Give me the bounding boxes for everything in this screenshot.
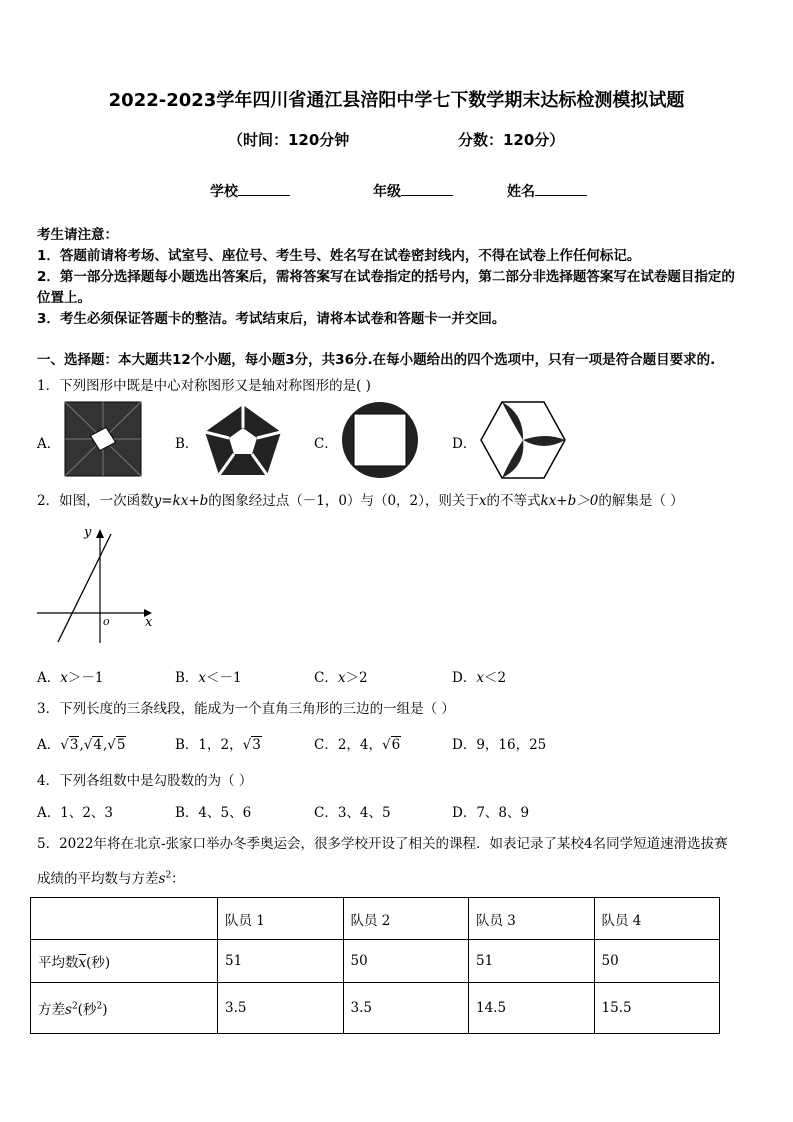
option-label: B． <box>175 670 199 686</box>
notes-heading: 考生请注意： <box>37 227 118 243</box>
table-cell: 50 <box>594 940 720 983</box>
school-label: 学校 <box>210 184 238 200</box>
table-header-row <box>31 898 720 940</box>
name-label: 姓名 <box>507 184 535 200</box>
table-cell: 3.5 <box>343 983 469 1034</box>
school-field <box>210 181 290 201</box>
table-row-mean <box>31 940 720 983</box>
table-cell: 51 <box>218 940 344 983</box>
mean-symbol: $\overline{x}$ <box>78 955 87 971</box>
q2-function: y=kx+b <box>153 493 209 509</box>
radicand: 3 <box>252 737 261 753</box>
q2-option-c <box>314 666 368 686</box>
q5-stem: 5．2022年将在北京-张家口举办冬季奥运会，很多学校开设了相关的课程．如表记录了某校4名同学短道速滑选拔赛 <box>37 836 728 852</box>
school-blank <box>238 181 290 196</box>
grade-label: 年级 <box>373 184 401 200</box>
option-rel: ＞2 <box>345 670 368 686</box>
option-rel: ＞－1 <box>67 670 104 686</box>
q1-option-a-label: A． <box>37 436 61 452</box>
q3-option-a: A．√3,√4,√5 <box>37 737 126 753</box>
q2-stem <box>37 489 684 509</box>
q5-stem-part: ： <box>171 871 185 887</box>
separator: , <box>79 737 84 753</box>
variance-label <box>31 983 218 1034</box>
q4-option-d: D．7、8、9 <box>452 805 530 821</box>
q1-option-c-label: C． <box>314 436 338 452</box>
variance-label-text: 方差 <box>38 1002 65 1018</box>
exam-score: 分数：120分） <box>458 131 565 149</box>
q1-stem: 1．下列图形中既是中心对称图形又是轴对称图形的是( ) <box>37 378 371 394</box>
grade-blank <box>401 181 453 196</box>
table-cell: 50 <box>343 940 469 983</box>
grade-field <box>373 181 453 201</box>
option-var: x <box>198 670 207 686</box>
option-label: A． <box>37 737 61 753</box>
table-row-variance <box>31 983 720 1034</box>
radicand: 4 <box>93 737 102 753</box>
q2-option-b <box>175 666 242 686</box>
q2-inequality: kx+b＞0 <box>540 493 599 509</box>
section-1-heading: 一、选择题：本大题共12个小题，每小题3分，共36分.在每小题给出的四个选项中，只有一项是符合题目要求的. <box>37 352 716 368</box>
note-3: 3．考生必须保证答题卡的整洁。考试结束后，请将本试卷和答题卡一并交回。 <box>37 311 506 327</box>
exam-time: （时间：120分钟 <box>228 131 350 149</box>
q4-option-b: B．4、5、6 <box>175 805 252 821</box>
option-label: B．1，2， <box>175 737 243 753</box>
q4-option-a: A．1、2、3 <box>37 805 114 821</box>
separator: , <box>102 737 108 753</box>
y-axis-label: y <box>84 525 92 540</box>
table-header-cell: 队员 3 <box>469 898 595 940</box>
variance-unit-close: ) <box>102 1002 108 1018</box>
mean-label-text: 平均数 <box>38 955 79 971</box>
note-1: 1．答题前请将考场、试室号、座位号、考生号、姓名写在试卷密封线内，不得在试卷上作任何标记。 <box>37 248 641 264</box>
q4-option-c: C．3、4、5 <box>314 805 391 821</box>
q2-option-a <box>37 666 103 686</box>
q3-stem: 3．下列长度的三条线段，能成为一个直角三角形的三边的一组是（ ） <box>37 701 455 717</box>
table-header-cell <box>31 898 218 940</box>
superscript: 2 <box>71 1001 78 1012</box>
option-label: C．2，4， <box>314 737 383 753</box>
q2-stem-part: 2．如图，一次函数 <box>37 493 154 509</box>
note-2: 2．第一部分选择题每小题选出答案后，需将答案写在试卷指定的括号内，第二部分非选择题答案写在试卷题目指定的 <box>37 269 735 285</box>
option-var: x <box>476 670 484 686</box>
table-header-cell: 队员 2 <box>343 898 469 940</box>
q2-stem-part: 的解集是（ ） <box>598 493 684 509</box>
radicand: 5 <box>116 737 126 753</box>
q4-stem: 4．下列各组数中是勾股数的为（ ） <box>37 773 253 789</box>
table-cell: 51 <box>469 940 595 983</box>
q2-variable: x <box>478 493 487 509</box>
q2-graph <box>34 520 164 650</box>
q3-option-c: C．2，4，√6 <box>314 737 401 753</box>
table-header-cell: 队员 1 <box>218 898 344 940</box>
option-var: x <box>60 670 68 686</box>
q1-figure-c <box>340 400 420 480</box>
variance-unit: (秒 <box>77 1002 97 1018</box>
name-blank <box>535 181 587 196</box>
q1-option-d-label: D． <box>452 436 477 452</box>
table-cell: 15.5 <box>594 983 720 1034</box>
superscript: 2 <box>96 1001 103 1012</box>
scores-table <box>30 897 720 1034</box>
q1-figure-b <box>201 402 285 478</box>
q2-stem-part: 的图象经过点（－1，0）与（0，2），则关于 <box>208 493 479 509</box>
q2-stem-part: 的不等式 <box>486 493 541 509</box>
x-axis-label: x <box>145 615 153 630</box>
option-label: A． <box>37 670 61 686</box>
radicand: 3 <box>69 737 79 753</box>
q5-stem-cont <box>37 867 185 887</box>
option-label: C． <box>314 670 338 686</box>
radicand: 6 <box>391 737 401 753</box>
table-header-cell: 队员 4 <box>594 898 720 940</box>
q1-option-b-label: B． <box>175 436 199 452</box>
q3-option-b: B．1，2，√3 <box>175 737 261 753</box>
variance-symbol: s <box>65 1002 72 1018</box>
origin-label: o <box>103 615 110 628</box>
table-cell: 3.5 <box>218 983 344 1034</box>
option-var: x <box>337 670 346 686</box>
mean-label <box>31 940 218 983</box>
q1-figure-d <box>480 400 566 480</box>
q5-stem-part: 成绩的平均数与方差 <box>37 871 159 887</box>
q1-figure-a <box>64 401 142 477</box>
note-2-cont: 位置上。 <box>37 290 91 306</box>
y-axis-arrow-icon <box>96 529 104 538</box>
q2-option-d <box>452 666 506 686</box>
option-rel: ＜－1 <box>206 670 242 686</box>
option-label: D． <box>452 670 477 686</box>
variance-symbol: s <box>158 871 166 887</box>
mean-unit: (秒) <box>86 955 111 971</box>
q3-option-d: D．9，16，25 <box>452 737 547 753</box>
table-cell: 14.5 <box>469 983 595 1034</box>
option-rel: ＜2 <box>483 670 507 686</box>
page-title: 2022-2023学年四川省通江县涪阳中学七下数学期末达标检测模拟试题 <box>108 90 685 111</box>
name-field <box>507 181 587 201</box>
superscript: 2 <box>165 870 172 881</box>
